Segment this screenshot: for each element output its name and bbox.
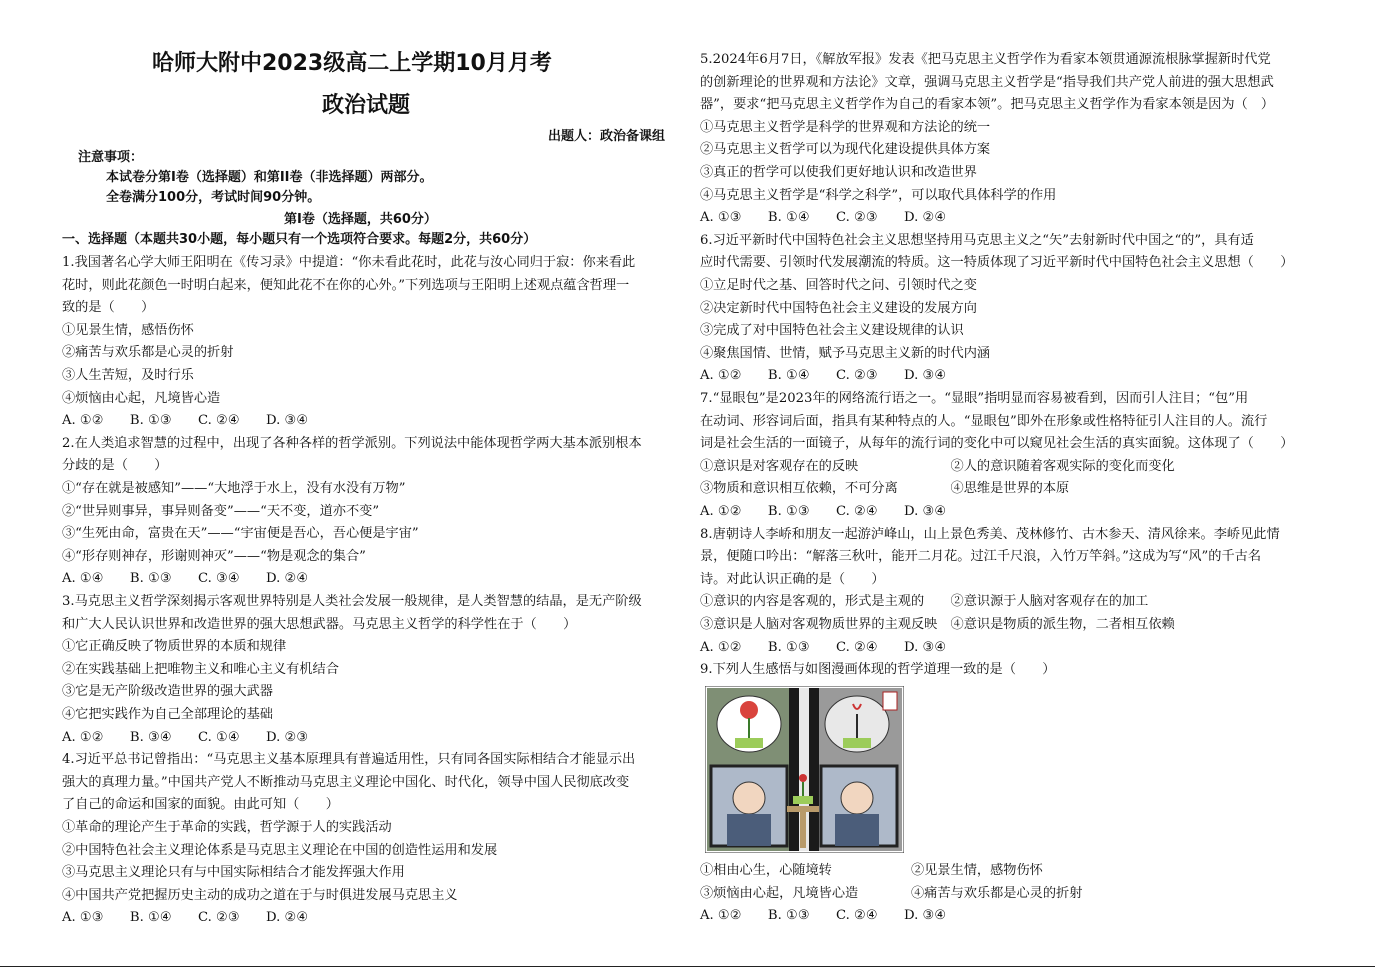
option-line: ②决定新时代中国特色社会主义建设的发展方向 [700,300,977,316]
question-line: 了自己的命运和国家的面貌。由此可知（ ） [62,797,339,813]
exam-subtitle: 政治试题 [322,93,411,118]
option-line: ④中国共产党把握历史主动的成功之道在于与时俱进发展马克思主义 [62,887,458,903]
option-line: ②马克思主义哲学可以为现代化建设提供具体方案 [700,142,991,158]
answer-options: A. ①② B. ①③ C. ②④ D. ③④ [700,908,947,924]
option-line: ③烦恼由心起，凡境皆心造 ④痛苦与欢乐都是心灵的折射 [700,885,1083,901]
question-line: 诗。对此认识正确的是（ ） [700,571,885,587]
option-line: ①意识是对客观存在的反映 ②人的意识随着客观实际的变化而变化 [700,458,1175,474]
notice-line: 本试卷分第I卷（选择题）和第II卷（非选择题）两部分。 [106,170,433,185]
notice-heading: 注意事项： [78,150,144,165]
option-line: ①意识的内容是客观的，形式是主观的 ②意识源于人脑对客观存在的加工 [700,594,1149,610]
option-line: ②痛苦与欢乐都是心灵的折射 [62,345,234,361]
question-line: 8.唐朝诗人李峤和朋友一起游泸峰山，山上景色秀美、茂林修竹、古木参天、清风徐来。李峤见此情 [700,526,1280,542]
option-line: ③意识是人脑对客观物质世界的主观反映 ④意识是物质的派生物，二者相互依赖 [700,617,1175,632]
option-line: ①马克思主义哲学是科学的世界观和方法论的统一 [700,119,991,135]
answer-options: A. ①④ B. ①③ C. ③④ D. ②④ [62,571,309,587]
question-line: 4.习近平总书记曾指出：“马克思主义基本原理具有普遍适用性，只有同各国实际相结合才能显示出 [62,752,636,768]
question-line: 6.习近平新时代中国特色社会主义思想坚持用马克思主义之“矢”去射新时代中国之“的”，具有适 [700,232,1254,248]
question-line: 5.2024年6月7日，《解放军报》发表《把马克思主义哲学作为看家本领贯通源流根脉掌握新时代党 [700,52,1271,67]
option-line: ②在实践基础上把唯物主义和唯心主义有机结合 [62,661,339,677]
option-line: ②“世异则事异，事异则备变”——“天不变，道亦不变” [62,503,380,519]
option-line: ④马克思主义哲学是“科学之科学”，可以取代具体科学的作用 [700,187,1057,203]
question-line: 3.马克思主义哲学深刻揭示客观世界特别是人类社会发展一般规律，是人类智慧的结晶，是无产阶级 [62,594,642,609]
question-line: 致的是（ ） [62,300,155,316]
question-line: 花时，则此花颜色一时明白起来，便知此花不在你的心外。”下列选项与王阳明上述观点蕴含哲理一 [62,277,630,293]
exam-title: 哈师大附中2023级高二上学期10月月考 [152,51,552,76]
question-line: 分歧的是（ ） [62,458,168,474]
option-line: ②中国特色社会主义理论体系是马克思主义理论在中国的创造性运用和发展 [62,842,498,858]
answer-options: A. ①② B. ①③ C. ②④ D. ③④ [62,413,309,429]
question-line: 在动词、形容词后面，指具有某种特点的人。“显眼包”即外在形象或性格特征引人注目的人。流行 [700,413,1268,429]
option-line: ③“生死由命，富贵在天”——“宇宙便是吾心，吾心便是宇宙” [62,526,419,542]
question-line: 1.我国著名心学大师王阳明在《传习录》中提道：“你未看此花时，此花与汝心同归于寂：你来看此 [62,255,636,270]
option-line: ①“存在就是被感知”——“大地浮于水上，没有水没有万物” [62,481,406,496]
question-line: 景，便随口吟出：“解落三秋叶，能开二月花。过江千尺浪，入竹万竿斜。”这成为写“风”的千古名 [700,549,1262,565]
notice-line: 全卷满分100分，考试时间90分钟。 [106,190,321,205]
option-line: ①革命的理论产生于革命的实践，哲学源于人的实践活动 [62,820,392,835]
option-line: ③它是无产阶级改造世界的强大武器 [62,684,273,700]
cartoon-image [705,686,904,853]
question-line: 和广大人民认识世界和改造世界的强大思想武器。马克思主义哲学的科学性在于（ ） [62,616,577,632]
option-line: ①相由心生，心随境转 ②见景生情，感物伤怀 [700,863,1043,878]
option-line: ④聚焦国情、世情，赋予马克思主义新的时代内涵 [700,345,991,361]
option-line: ①见景生情，感悟伤怀 [62,322,194,338]
answer-options: A. ①③ B. ①④ C. ②③ D. ②④ [700,210,947,226]
option-line: ①它正确反映了物质世界的本质和规律 [62,639,287,655]
option-line: ①立足时代之基、回答时代之问、引领时代之变 [700,278,977,293]
question-line: 应时代需要、引领时代发展潮流的特质。这一特质体现了习近平新时代中国特色社会主义思想（ ） [700,255,1294,271]
option-line: ④烦恼由心起，凡境皆心造 [62,390,221,406]
question-line: 7.“显眼包”是2023年的网络流行语之一。“显眼”指明显而容易被看到，因而引人注目；“包”用 [700,391,1249,406]
question-line: 2.在人类追求智慧的过程中，出现了各种各样的哲学派别。下列说法中能体现哲学两大基本派别根本 [62,435,642,451]
answer-options: A. ①② B. ③④ C. ①④ D. ②③ [62,729,309,745]
question-line: 强大的真理力量。”中国共产党人不断推动马克思主义理论中国化、时代化，领导中国人民彻底改变 [62,774,630,790]
option-line: ③真正的哲学可以使我们更好地认识和改造世界 [700,165,977,180]
question-line: 器”，要求“把马克思主义哲学作为自己的看家本领”。把马克思主义哲学作为看家本领是因为（ ） [700,97,1275,113]
option-line: ③物质和意识相互依赖，不可分离 ④思维是世界的本原 [700,481,1070,497]
question-line: 的创新理论的世界观和方法论》文章，强调马克思主义哲学是“指导我们共产党人前进的强大思想武 [700,74,1274,90]
page-bottom-rule [0,966,1375,967]
section-heading: 一、选择题（本题共30小题，每小题只有一个选项符合要求。每题2分，共60分） [62,232,537,247]
author-line: 出题人：政治备课组 [548,129,666,144]
answer-options: A. ①② B. ①③ C. ②④ D. ③④ [700,639,947,655]
answer-options: A. ①② B. ①③ C. ②④ D. ③④ [700,504,947,519]
question-line: 词是社会生活的一面镜子，从每年的流行词的变化中可以窥见社会生活的真实面貌。这体现了（ ） [700,436,1294,452]
part-heading: 第I卷（选择题，共60分） [284,212,437,227]
answer-options: A. ①③ B. ①④ C. ②③ D. ②④ [62,910,309,926]
option-line: ④“形存则神存，形谢则神灭”——“物是观念的集合” [62,548,366,564]
option-line: ③马克思主义理论只有与中国实际相结合才能发挥强大作用 [62,865,405,881]
question-line: 9.下列人生感悟与如图漫画体现的哲学道理一致的是（ ） [700,662,1056,678]
answer-options: A. ①② B. ①④ C. ②③ D. ③④ [700,368,947,384]
option-line: ④它把实践作为自己全部理论的基础 [62,707,273,722]
option-line: ③完成了对中国特色社会主义建设规律的认识 [700,323,964,339]
option-line: ③人生苦短，及时行乐 [62,368,194,383]
